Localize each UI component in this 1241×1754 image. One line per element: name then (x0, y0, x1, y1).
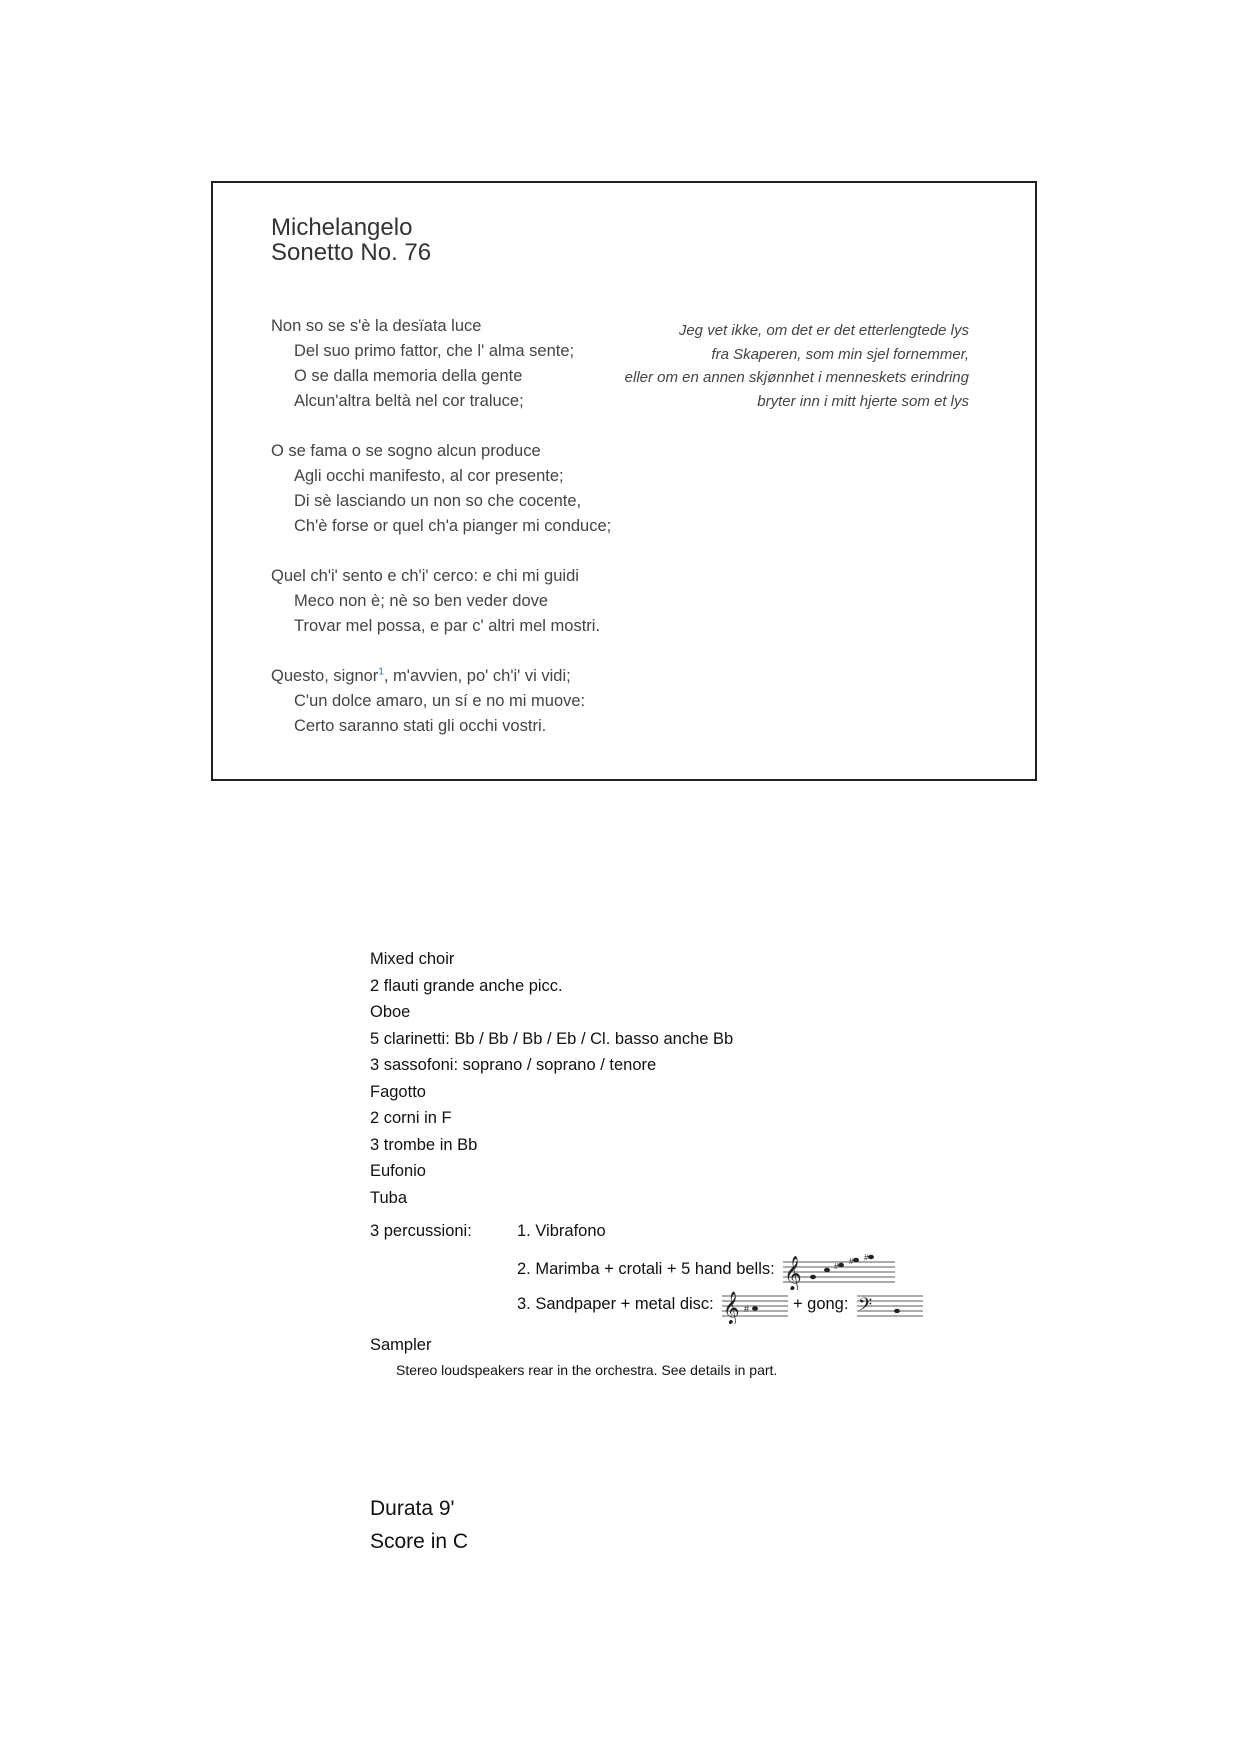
instrument-line: Fagotto (370, 1082, 426, 1101)
instrument-line: 5 clarinetti: Bb / Bb / Bb / Eb / Cl. basso anche Bb (370, 1029, 734, 1048)
poem-line: Non so se s'è la desïata luce (271, 317, 482, 335)
sampler-section (370, 1332, 777, 1381)
instrument-line: Tuba (370, 1188, 407, 1207)
footer-info (370, 1492, 468, 1558)
sampler-title: Sampler (370, 1336, 432, 1354)
poem-line: Del suo primo fattor, che l' alma sente; (294, 342, 575, 360)
svg-text:#: # (864, 1253, 869, 1262)
poem-line: Agli occhi manifesto, al cor presente; (294, 467, 564, 485)
poem-line (271, 664, 611, 689)
percussion-item-2-label: 2. Marimba + crotali + 5 hand bells: (517, 1260, 775, 1278)
svg-text:𝄞: 𝄞 (784, 1256, 803, 1290)
poem-line-start: Questo, signor (271, 667, 379, 685)
instrument-line: 3 trombe in Bb (370, 1135, 478, 1154)
poem-line: Alcun'altra beltà nel cor traluce; (294, 392, 524, 410)
translation-line: fra Skaperen, som min sjel fornemmer, (711, 345, 969, 363)
translation-line: Jeg vet ikke, om det er det etterlengtede lys (678, 322, 969, 339)
percussion-item-3 (517, 1284, 923, 1324)
translation (625, 319, 969, 413)
percussion-item-3-label: 3. Sandpaper + metal disc: (517, 1295, 714, 1313)
sampler-note: Stereo loudspeakers rear in the orchestra. See details in part. (396, 1361, 778, 1378)
instrumentation-list (370, 946, 873, 1381)
poem-title (271, 215, 431, 265)
instrument-line: Eufonio (370, 1162, 426, 1180)
percussion-label: 3 percussioni: (370, 1222, 472, 1240)
gong-label: + gong: (792, 1295, 849, 1313)
durata: Durata 9' (370, 1497, 455, 1520)
stanza-4 (271, 664, 611, 739)
instrument-line: 2 corni in F (370, 1109, 452, 1127)
instrument-line: Oboe (370, 1003, 411, 1021)
translation-line: bryter inn i mitt hjerte som et lys (757, 392, 969, 410)
poem-line: Trovar mel possa, e par c' altri mel mostri. (294, 617, 601, 635)
poem-line: Quel ch'i' sento e ch'i' cerco: e chi mi guidi (271, 567, 579, 585)
svg-text:#: # (849, 1257, 854, 1266)
svg-text:#: # (834, 1262, 839, 1271)
poem-body (271, 314, 611, 764)
instrument-line: 3 sassofoni: soprano / soprano / tenore (370, 1056, 657, 1074)
svg-text:𝄢: 𝄢 (858, 1295, 873, 1320)
stanza-2 (271, 439, 611, 539)
poem-line: Meco non è; nè so ben veder dove (294, 592, 549, 610)
instrument-line: 2 flauti grande anche picc. (370, 976, 563, 995)
poem-line: O se fama o se sogno alcun produce (271, 442, 541, 460)
svg-text:#: # (744, 1304, 750, 1314)
metal-disc-staff-icon (722, 1284, 788, 1324)
instrument-line: Mixed choir (370, 950, 455, 968)
poem-author: Michelangelo (271, 214, 413, 241)
stanza-1 (271, 314, 611, 414)
gong-staff-icon (857, 1284, 923, 1324)
footnote-marker[interactable]: 1 (378, 666, 384, 678)
poem-line: C'un dolce amaro, un sí e no mi muove: (294, 692, 586, 710)
poem-line: O se dalla memoria della gente (294, 367, 523, 385)
stanza-3 (271, 564, 611, 639)
translation-line: eller om en annen skjønnhet i menneskets erindring (624, 369, 969, 386)
poem-box (211, 181, 1037, 781)
poem-line: Di sè lasciando un non so che cocente, (294, 492, 582, 510)
percussion-item-1: 1. Vibrafono (517, 1222, 606, 1240)
poem-line-end: , m'avvien, po' ch'i' vi vidi; (383, 667, 571, 685)
percussion-section (370, 1218, 873, 1330)
poem-line: Certo saranno stati gli occhi vostri. (294, 717, 547, 735)
poem-line: Ch'è forse or quel ch'a pianger mi conduce; (294, 517, 612, 535)
svg-text:𝄞: 𝄞 (723, 1291, 740, 1324)
poem-subtitle: Sonetto No. 76 (271, 239, 432, 266)
score-key: Score in C (370, 1530, 469, 1553)
